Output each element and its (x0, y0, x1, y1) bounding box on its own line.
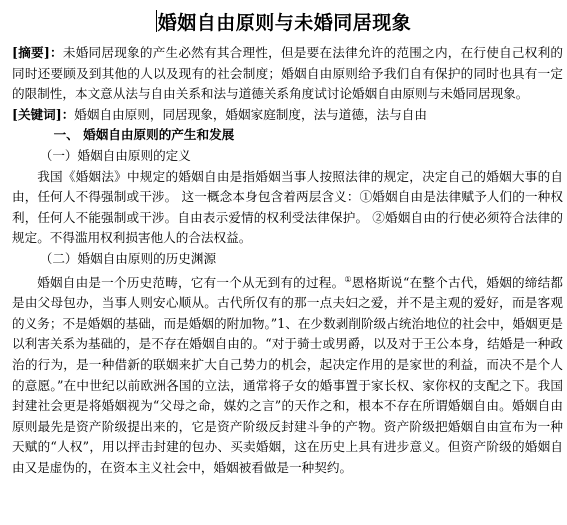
section-heading-1: 一、 婚姻自由原则的产生和发展 (53, 127, 235, 143)
title-block (0, 8, 567, 35)
footnote-marker[interactable]: ① (344, 274, 352, 284)
abstract-paragraph (12, 43, 563, 105)
history-text-start: 婚姻自由是一个历史范畴，它有一个从无到有的过程。 (37, 274, 345, 290)
text-cursor (156, 10, 157, 32)
history-text-rest: 恩格斯说“在整个古代，婚姻的缔结都是由父母包办，当事人则安心顺从。古代所仅有的那一点夫妇之爱，并不是主观的爱好，而是客观的义务；不是婚姻的基础，而是婚姻的附加物。”1、在少数剥削阶级占统治地位的社会中，婚姻更是以利害关系为基础的，是不存在婚姻自由的。“对于骑士或男爵，以及对于王公本身，结婚是一种政治的行为，是一种借新的联姻来扩大自己势力的机会，起决定作用的是家世的利益，而决不是个人的意愿。”在中世纪以前欧洲各国的立法，通常将子女的婚事置于家长权、家你权的支配之下。我国封建社会更是将婚姻视为“父母之命，媒妁之言”的天作之和，根本不存在所谓婚姻自由。婚姻自由原则最先是资产阶级提出来的，它是资产阶级反封建斗争的产物。资产阶级把婚姻自由宣布为一种天赋的“人权”，用以抨击封建的包办、买卖婚姻，这在历史上具有进步意义。但资产阶级的婚姻自由又是虚伪的，在资本主义社会中，婚姻被看做是一种契约。 (12, 274, 564, 475)
subsection-heading-1: （一）婚姻自由原则的定义 (39, 147, 191, 163)
keywords-text: 婚姻自由原则，同居现象，婚姻家庭制度，法与道德，法与自由 (74, 106, 427, 122)
abstract-text: 未婚同居现象的产生必然有其合理性，但是要在法律允许的范围之内，在行使自己权利的同时还要顾及到其他的人以及现有的社会制度；婚姻自由原则给予我们自有保护的同时也具有一定的限制性，本文意从法与自由关系和法与道德关系角度试讨论婚姻自由原则与未婚同居现象。 (12, 45, 564, 102)
document-body (12, 43, 563, 478)
abstract-label: [摘要]： (12, 45, 63, 60)
keywords-paragraph (12, 105, 563, 126)
document-title: 婚姻自由原则与未婚同居现象 (157, 12, 412, 34)
history-paragraph (12, 270, 563, 479)
subsection-heading-2: （二）婚姻自由原则的历史渊源 (39, 250, 217, 266)
keywords-label: [关键词]： (12, 106, 75, 122)
definition-paragraph: 我国《婚姻法》中规定的婚姻自由是指婚姻当事人按照法律的规定，决定自己的婚姻大事的自由，任何人不得强制或干涉。 这一概念本身包含着两层含义：①婚姻自由是法律赋予人们的一种权利，任何人不能强制或干涉。自由表示爱情的权利受法律保护。 ②婚姻自由的行使必须符合法律的规定。不得滥用权利损害他人的合法权益。 (12, 168, 563, 246)
